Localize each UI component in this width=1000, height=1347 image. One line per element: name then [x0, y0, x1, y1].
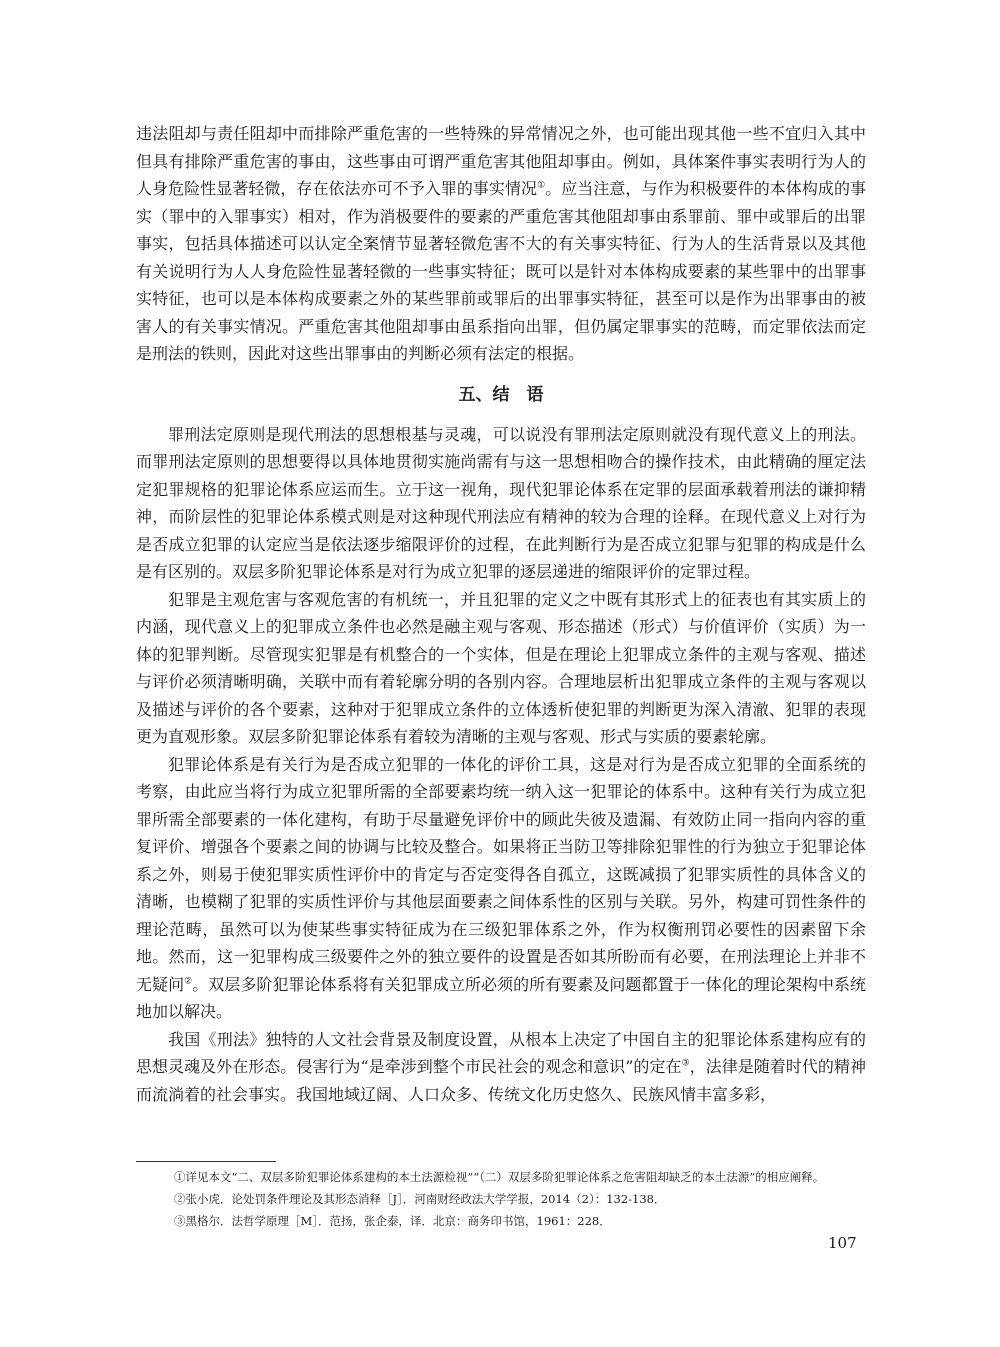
page-number: 107 — [828, 1234, 857, 1252]
footnote-ref-3[interactable]: ③ — [681, 1058, 690, 1069]
paragraph-2: 犯罪是主观危害与客观危害的有机统一，并且犯罪的定义之中既有其形式上的征表也有其实质上的内涵，现代意义上的犯罪成立条件也必然是融主观与客观、形态描述（形式）与价值评价（实质）为一体的犯罪判断。尽管现实犯罪是有机整合的一个实体，但是在理论上犯罪成立条件的主观与客观、描述与评价必须清晰明确，关联中而有着轮廓分明的各别内容。合理地层析出犯罪成立条件的主观与客观以及描述与评价的各个要素，这种对于犯罪成立条件的立体透析使犯罪的判断更为深入清澈、犯罪的表现更为直观形象。双层多阶犯罪论体系有着较为清晰的主观与客观、形式与实质的要素轮廓。 — [136, 589, 866, 746]
text-span: 犯罪论体系是有关行为是否成立犯罪的一体化的评价工具，这是对行为是否成立犯罪的全面系统的考察，由此应当将行为成立犯罪所需的全部要素均统一纳入这一犯罪论的体系中。这种有关行为成立犯罪所需全部要素的一体化建构，有助于尽量避免评价中的顾此失彼及遗漏、有效防止同一指向内容的重复评价、增强各个要素之间的协调与比较及整合。如果将正当防卫等排除犯罪性的行为独立于犯罪论体系之外，则易于使犯罪实质性评价中的肯定与否定变得各自孤立，这既减损了犯罪实质性的具体含义的清晰，也模糊了犯罪的实质性评价与其他层面要素之间体系性的区别与关联。另外，构建可罚性条件的理论范畴，虽然可以为使某些事实特征成为在三级犯罪体系之外，作为权衡刑罚必要性的因素留下余地。然而，这一犯罪构成三级要件之外的独立要件的设置是否如其所盼而有必要，在刑法理论上并非不无疑问 — [136, 754, 866, 994]
section-heading: 五、结 语 — [458, 384, 544, 405]
footnote-ref-1[interactable]: ① — [537, 180, 546, 191]
footnote-divider — [136, 1161, 276, 1162]
paragraph-3 — [136, 751, 866, 1026]
main-text — [136, 120, 866, 1108]
text-span: 。应当注意，与作为积极要件的本体构成的事实（罪中的入罪事实）相对，作为消极要件的要素的严重危害其他阻却事由系罪前、罪中或罪后的出罪事实，包括具体描述可以认定全案情节显著轻微危害不大的有关事实特征、行为人的生活背景以及其他有关说明行为人人身危险性显著轻微的一些事实特征；既可以是针对本体构成要素的某些罪中的出罪事实特征，也可以是本体构成要素之外的某些罪前或罪后的出罪事实特征，甚至可以是作为出罪事由的被害人的有关事实情况。严重危害其他阻却事由虽系指向出罪，但仍属定罪事实的范畴，而定罪依法而定是刑法的铁则，因此对这些出罪事由的判断必须有法定的根据。 — [136, 179, 866, 363]
footnote-2: ②张小虎．论处罚条件理论及其形态消释［J］．河南财经政法大学学报，2014（2）：132-138． — [174, 1192, 666, 1206]
text-span: 我国《刑法》独特的人文社会背景及制度设置，从根本上决定了中国自主的犯罪论体系建构应有的思想灵魂及外在形态。侵害行为“是牵涉到整个市民社会的观念和意识”的定在 — [136, 1029, 866, 1076]
footnote-ref-2[interactable]: ② — [184, 976, 193, 987]
paragraph-continued — [136, 120, 866, 368]
footnotes — [174, 1166, 874, 1232]
paragraph-4 — [136, 1026, 866, 1109]
text-span: 违法阻却与责任阻却中而排除严重危害的一些特殊的异常情况之外，也可能出现其他一些不宜归入其中但具有排除严重危害的事由，这些事由可谓严重危害其他阻却事由。例如，具体案件事实表明行为人的人身危险性显著轻微，存在依法亦可不予入罪的事实情况 — [136, 124, 866, 198]
footnote-3: ③黑格尔．法哲学原理［M］．范扬，张企泰，译．北京：商务印书馆，1961：228． — [174, 1214, 611, 1228]
footnote-1: ①详见本文“二、双层多阶犯罪论体系建构的本土法源检视”“（二）双层多阶犯罪论体系之危害阻却缺乏的本土法源”的相应阐释。 — [174, 1170, 825, 1184]
text-span: 。双层多阶犯罪论体系将有关犯罪成立所必须的所有要素及问题都置于一体化的理论架构中系统地加以解决。 — [136, 974, 866, 1021]
text-span: ，法律是随着时代的精神而流淌着的社会事实。我国地域辽阔、人口众多、传统文化历史悠久、民族风情丰富多彩， — [136, 1057, 866, 1104]
paragraph-1: 罪刑法定原则是现代刑法的思想根基与灵魂，可以说没有罪刑法定原则就没有现代意义上的刑法。而罪刑法定原则的思想要得以具体地贯彻实施尚需有与这一思想相吻合的操作技术，由此精确的厘定法定犯罪规格的犯罪论体系应运而生。立于这一视角，现代犯罪论体系在定罪的层面承载着刑法的谦抑精神，而阶层性的犯罪论体系模式则是对这种现代刑法应有精神的较为合理的诠释。在现代意义上对行为是否成立犯罪的认定应当是依法逐步缩限评价的过程，在此判断行为是否成立犯罪与犯罪的构成是什么是有区别的。双层多阶犯罪论体系是对行为成立犯罪的逐层递进的缩限评价的定罪过程。 — [136, 424, 866, 581]
